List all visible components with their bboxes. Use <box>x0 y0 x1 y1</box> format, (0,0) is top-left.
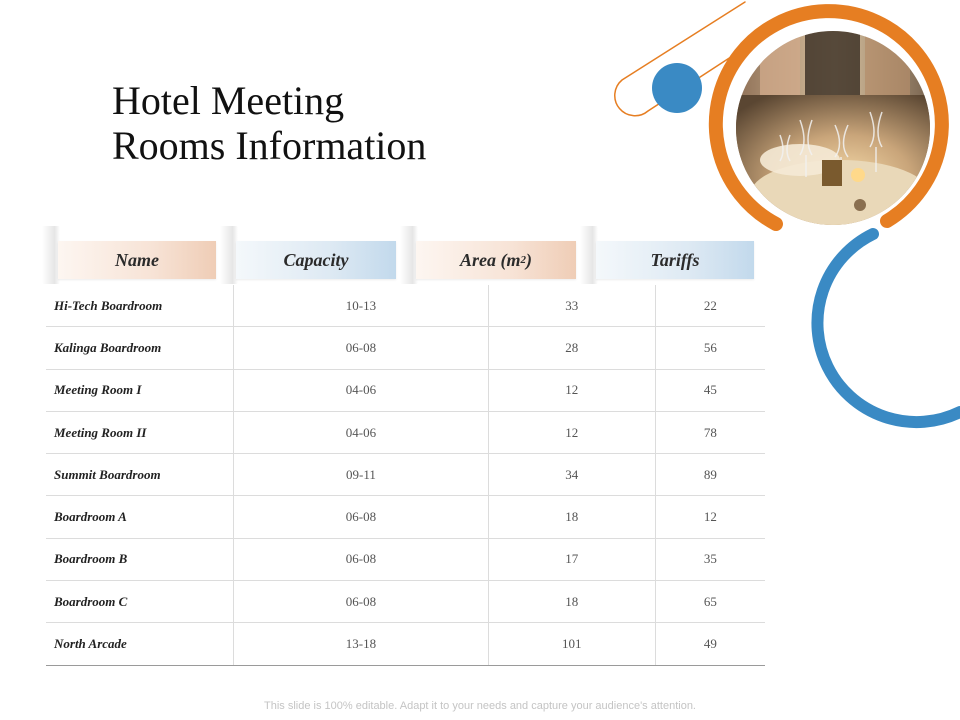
table-row <box>46 496 765 538</box>
tariff-cell: 89 <box>655 454 765 496</box>
area-cell: 34 <box>488 454 655 496</box>
table-row <box>46 327 765 369</box>
room-name-cell: Kalinga Boardroom <box>46 327 234 369</box>
header-area-label: Area (m <box>460 249 521 270</box>
room-name-cell: Boardroom B <box>46 538 234 580</box>
capacity-cell: 09-11 <box>234 454 489 496</box>
capacity-cell: 06-08 <box>234 327 489 369</box>
header-tariffs-cell <box>580 226 760 284</box>
capacity-cell: 04-06 <box>234 369 489 411</box>
table-row <box>46 369 765 411</box>
area-cell: 12 <box>488 369 655 411</box>
room-name-cell: Boardroom A <box>46 496 234 538</box>
capacity-cell: 06-08 <box>234 581 489 623</box>
area-cell: 33 <box>488 285 655 327</box>
header-name-cell <box>42 226 220 284</box>
page-title <box>112 78 426 168</box>
header-capacity-cell <box>220 226 400 284</box>
room-name-cell: North Arcade <box>46 623 234 665</box>
header-area-cell <box>400 226 580 284</box>
tariff-cell: 56 <box>655 327 765 369</box>
table-row <box>46 538 765 580</box>
title-line-2: Rooms Information <box>112 123 427 168</box>
capacity-cell: 13-18 <box>234 623 489 665</box>
tariff-cell: 12 <box>655 496 765 538</box>
area-cell: 17 <box>488 538 655 580</box>
header-area-superscript: 2 <box>520 254 526 266</box>
capacity-cell: 04-06 <box>234 411 489 453</box>
tariff-cell: 22 <box>655 285 765 327</box>
tariff-cell: 78 <box>655 411 765 453</box>
tariff-cell: 35 <box>655 538 765 580</box>
blue-dot-decoration <box>652 63 702 113</box>
room-name-cell: Meeting Room II <box>46 411 234 453</box>
table-row <box>46 623 765 665</box>
header-capacity: Capacity <box>236 241 396 279</box>
capacity-cell: 06-08 <box>234 538 489 580</box>
title-line-1: Hotel Meeting <box>112 78 345 123</box>
table-row <box>46 285 765 327</box>
tariff-cell: 45 <box>655 369 765 411</box>
room-name-cell: Meeting Room I <box>46 369 234 411</box>
tariff-cell: 65 <box>655 581 765 623</box>
capacity-cell: 10-13 <box>234 285 489 327</box>
table-row <box>46 411 765 453</box>
tariff-cell: 49 <box>655 623 765 665</box>
area-cell: 28 <box>488 327 655 369</box>
table-header <box>42 226 767 284</box>
table-row <box>46 581 765 623</box>
rooms-table <box>46 285 765 666</box>
area-cell: 101 <box>488 623 655 665</box>
room-name-cell: Hi-Tech Boardroom <box>46 285 234 327</box>
header-tariffs: Tariffs <box>596 241 754 279</box>
area-cell: 18 <box>488 496 655 538</box>
table-row <box>46 454 765 496</box>
room-name-cell: Summit Boardroom <box>46 454 234 496</box>
room-name-cell: Boardroom C <box>46 581 234 623</box>
area-cell: 12 <box>488 411 655 453</box>
area-cell: 18 <box>488 581 655 623</box>
header-area-suffix: ) <box>526 249 532 270</box>
capacity-cell: 06-08 <box>234 496 489 538</box>
header-area <box>416 241 576 279</box>
footer-note: This slide is 100% editable. Adapt it to your needs and capture your audience's attention. <box>264 700 696 712</box>
header-name: Name <box>58 241 216 279</box>
blue-ring-decoration <box>817 234 960 422</box>
